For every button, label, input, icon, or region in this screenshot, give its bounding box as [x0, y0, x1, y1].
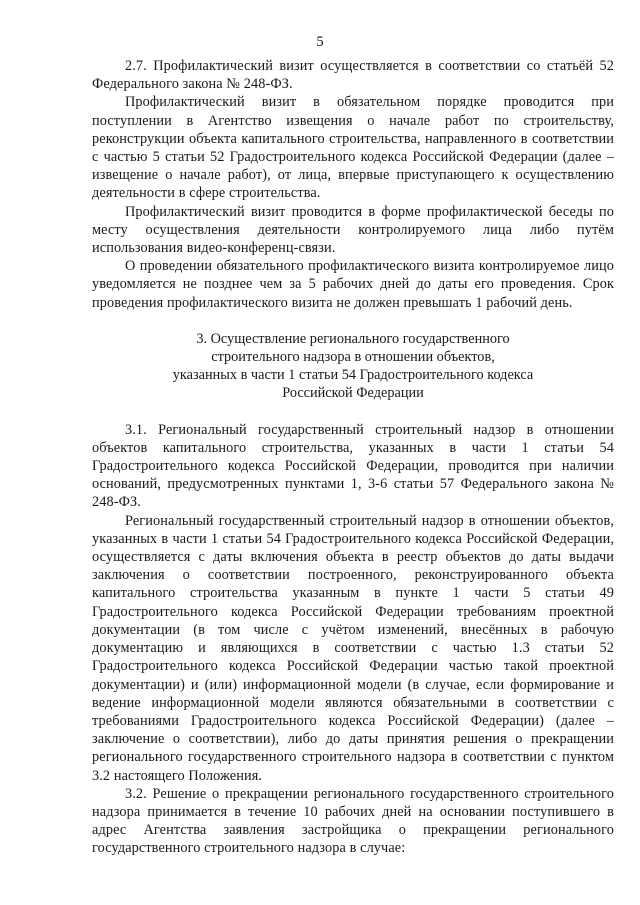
section-3-heading [92, 330, 614, 403]
paragraph-3-1: 3.1. Региональный государственный строительный надзор в отношении объектов капитального строительства, указанных в части 1 статьи 54 Градостроительного кодекса Российской Федерации, проводится при наличии оснований, предусмотренных пунктами 1, 3-6 статьи 57 Федерального закона № 248-ФЗ. [92, 421, 614, 511]
paragraph-supervision-period: Региональный государственный строительный надзор в отношении объектов, указанных в части 1 статьи 54 Градостроительного кодекса Российской Федерации, осуществляется с даты включения объекта в реестр объектов до даты выдачи заключения о соответствии построенного, реконструированного объекта капитального строительства указанным в пункте 1 части 5 статьи 49 Градостроительного кодекса Российской Федерации требованиям проектной документации (в том числе с учётом изменений, внесённых в рабочую документацию и являющихся в соответствии с частью 1.3 статьи 52 Градостроительного кодекса Российской Федерации частью такой проектной документации) и (или) информационной модели (в случае, если формирование и ведение информационной модели являются обязательными в соответствии с требованиями Градостроительного кодекса Российской Федерации) (далее – заключение о соответствии), либо до даты принятия решения о прекращении регионального государственного строительного надзора в соответствии с пунктом 3.2 настоящего Положения. [92, 512, 614, 784]
section-heading-line: строительного надзора в отношении объектов, [211, 349, 495, 366]
document-body [92, 57, 614, 858]
paragraph-visit-form: Профилактический визит проводится в форме профилактической беседы по месту осуществления деятельности контролируемого лица либо путём использования видео-конференц-связи. [92, 203, 614, 257]
paragraph-visit-notice: О проведении обязательного профилактического визита контролируемое лицо уведомляется не позднее чем за 5 рабочих дней до даты его проведения. Срок проведения профилактического визита не должен превышать 1 рабочий день. [92, 258, 614, 311]
paragraph-2-7: 2.7. Профилактический визит осуществляется в соответствии со статьёй 52 Федерального закона № 248-ФЗ. [92, 58, 614, 93]
section-heading-line: Российской Федерации [282, 385, 424, 402]
page-number: 5 [316, 34, 324, 50]
section-heading-line: 3. Осуществление регионального государственного [196, 330, 510, 347]
paragraph-3-2: 3.2. Решение о прекращении регионального государственного строительного надзора принимается в течение 10 рабочих дней на основании поступившего в адрес Агентства заявления застройщика о прекращении регионального государственного строительного надзора в случае: [92, 785, 614, 857]
section-heading-line: указанных в части 1 статьи 54 Градостроительного кодекса [172, 367, 534, 384]
paragraph-mandatory-visit: Профилактический визит в обязательном порядке проводится при поступлении в Агентство извещения о начале работ по строительству, реконструкции объекта капитального строительства, направленного в соответствии с частью 5 статьи 52 Градостроительного кодекса Российской Федерации (далее – извещение о начале работ), от лица, впервые приступающего к осуществлению деятельности в сфере строительства. [92, 94, 614, 202]
